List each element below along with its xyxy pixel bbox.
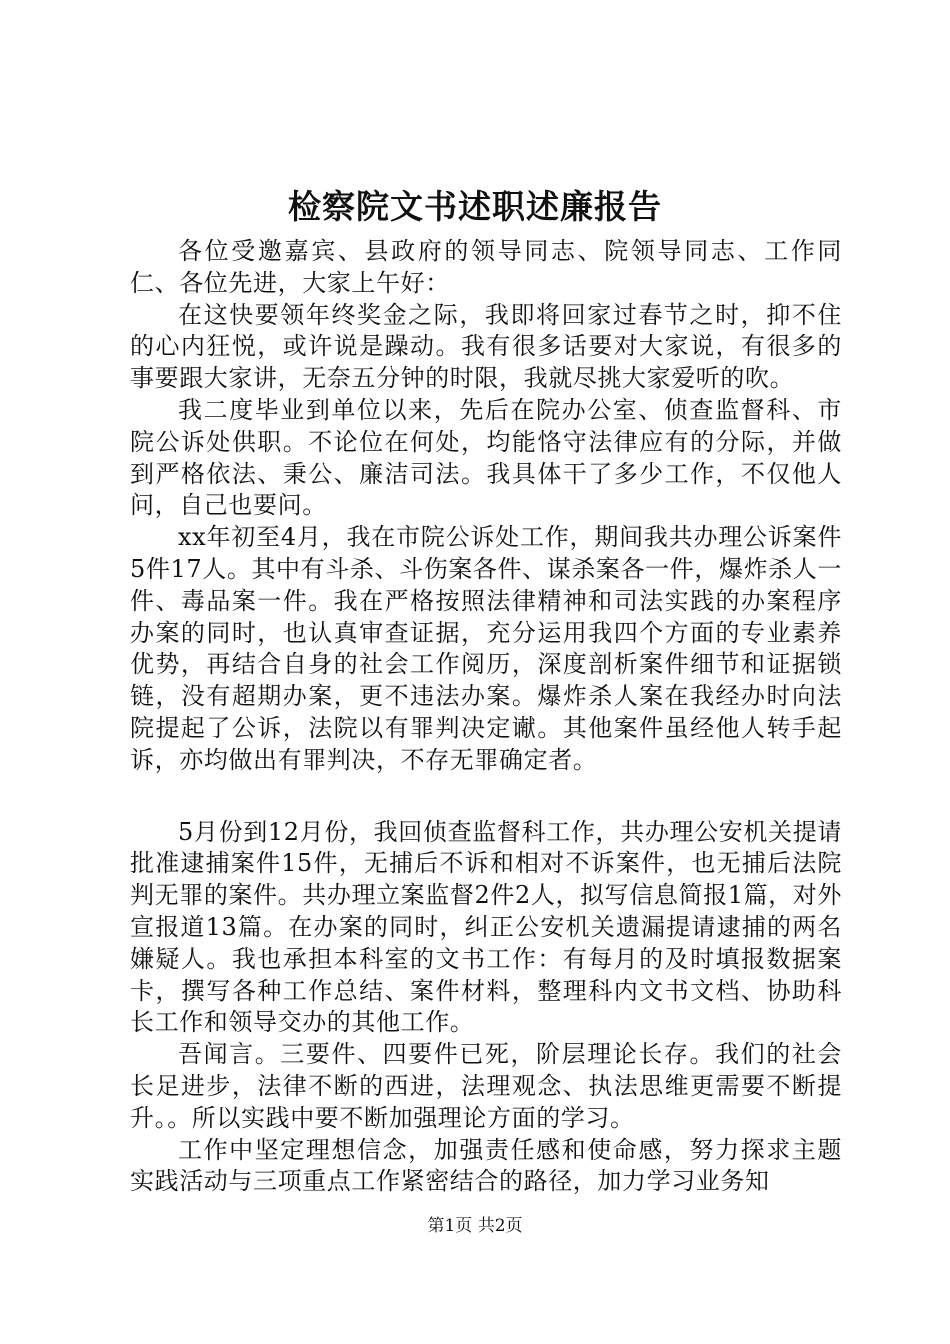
document-title: 检察院文书述职述廉报告: [288, 187, 662, 226]
page-number-footer: 第1页 共2页: [427, 1216, 523, 1236]
paragraph-opening: 在这快要领年终奖金之际，我即将回家过春节之时，抑不住的心内狂悦，或许说是躁动。我有很多话要对大家说，有很多的事要跟大家讲，无奈五分钟的时限，我就尽挑大家爱听的吹。: [130, 300, 842, 393]
paragraph-career: 我二度毕业到单位以来，先后在院办公室、侦查监督科、市院公诉处供职。不论位在何处，均能恪守法律应有的分际，并做到严格依法、秉公、廉洁司法。我具体干了多少工作，不仅他人问，自己也要问。: [130, 395, 842, 520]
paragraph-greeting: 各位受邀嘉宾、县政府的领导同志、院领导同志、工作同仁、各位先进，大家上午好：: [130, 237, 842, 297]
paragraph-investigation-work: 5月份到12月份，我回侦查监督科工作，共办理公安机关提请批准逮捕案件15件，无捕后不诉和相对不诉案件，也无捕后法院判无罪的案件。共办理立案监督2件2人，拟写信息简报1篇，对外宣报道13篇。在办案的同时，纠正公安机关遗漏提请逮捕的两名嫌疑人。我也承担本科室的文书工作：有每月的及时填报数据案卡，撰写各种工作总结、案件材料，整理科内文书文档、协助科长工作和领导交办的其他工作。: [130, 817, 842, 1037]
document-body: [130, 236, 842, 1198]
paragraph-commitment: 工作中坚定理想信念，加强责任感和使命感，努力探求主题实践活动与三项重点工作紧密结合的路径，加力学习业务知: [130, 1135, 842, 1196]
paragraph-theory: 吾闻言。三要件、四要件已死，阶层理论长存。我们的社会长足进步，法律不断的西进，法理观念、执法思维更需要不断提升。。所以实践中要不断加强理论方面的学习。: [130, 1040, 842, 1132]
paragraph-prosecution-work: xx年初至4月，我在市院公诉处工作，期间我共办理公诉案件5件17人。其中有斗杀、斗伤案各件、谋杀案各一件，爆炸杀人一件、毒品案一件。我在严格按照法律精神和司法实践的办案程序办案的同时，也认真审查证据，充分运用我四个方面的专业素养优势，再结合自身的社会工作阅历，深度剖析案件细节和证据锁链，没有超期办案，更不违法办案。爆炸杀人案在我经办时向法院提起了公诉，法院以有罪判决定谳。其他案件虽经他人转手起诉，亦均做出有罪判决，不存无罪确定者。: [130, 523, 842, 774]
